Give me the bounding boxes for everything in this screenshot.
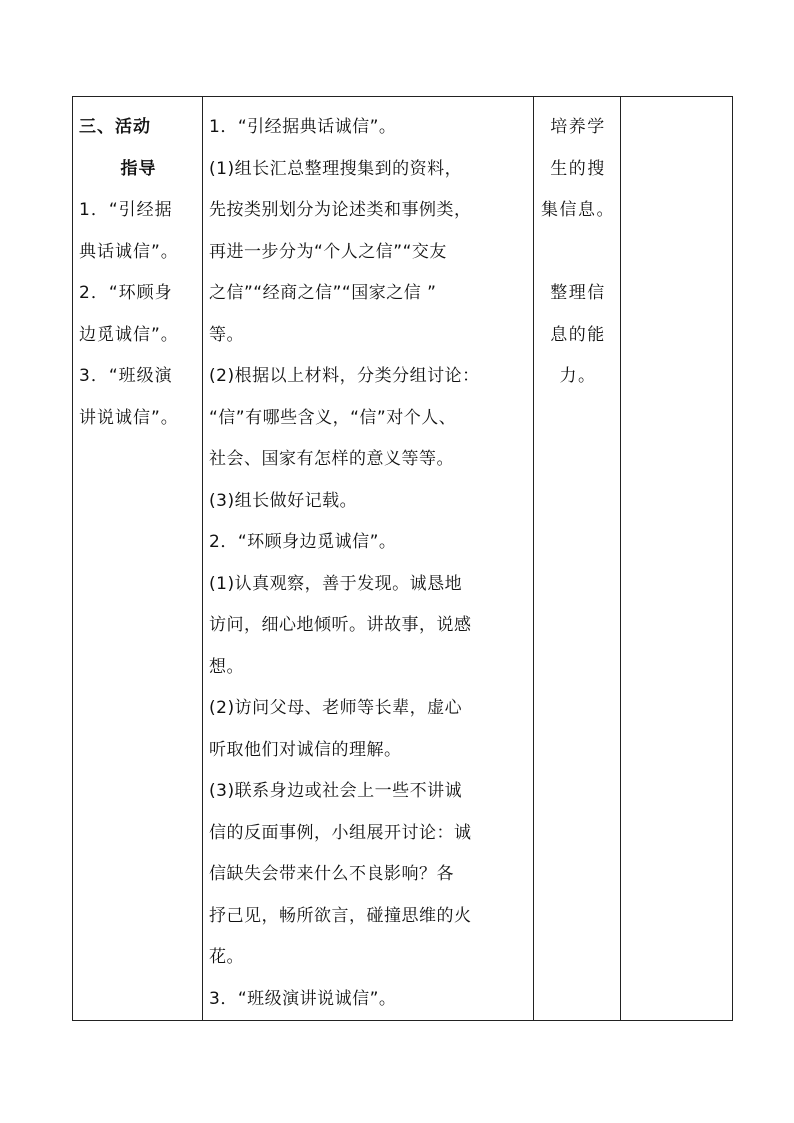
content-line: 想。 xyxy=(209,656,244,677)
design-intent-cell xyxy=(534,97,621,1021)
content-line: 再进一步分为“个人之信”“交友 xyxy=(209,241,447,262)
content-line: 信缺失会带来什么不良影响？各 xyxy=(209,864,454,884)
content-line: (2)根据以上材料，分类分组讨论： xyxy=(209,366,480,386)
activity-item-line: 边觅诚信”。 xyxy=(79,324,179,345)
content-line: “信”有哪些含义，“信”对个人、 xyxy=(209,407,457,428)
content-line: 社会、国家有怎样的意义等等。 xyxy=(209,449,454,469)
content-line: 1．“引经据典话诚信”。 xyxy=(209,117,397,137)
activity-item-line: 3．“班级演 xyxy=(79,366,173,386)
content-line: 之信”“经商之信”“国家之信 ” xyxy=(209,283,437,303)
activity-item-line: 讲说诚信”。 xyxy=(79,407,179,428)
content-line: 抒己见，畅所欲言，碰撞思维的火 xyxy=(209,905,472,926)
empty-cell xyxy=(621,97,733,1021)
content-line: (1)组长汇总整理搜集到的资料， xyxy=(209,158,463,179)
content-line: 花。 xyxy=(209,947,244,967)
content-line: 先按类别划分为论述类和事例类， xyxy=(209,200,472,220)
activity-item-line: 2．“环顾身 xyxy=(79,283,173,303)
document-table xyxy=(72,96,733,1021)
section-heading: 三、活动 xyxy=(79,117,151,137)
content-line: 访问，细心地倾听。讲故事，说感 xyxy=(209,615,472,635)
activity-item-line: 典话诚信”。 xyxy=(79,241,179,262)
section-heading-cont: 指导 xyxy=(120,158,157,179)
content-line: (3)组长做好记载。 xyxy=(209,490,358,511)
content-line: 2．“环顾身边觅诚信”。 xyxy=(209,532,397,552)
activity-title-cell xyxy=(73,97,203,1021)
intent-line: 力。 xyxy=(559,366,597,386)
content-line: (3)联系身边或社会上一些不讲诚 xyxy=(209,781,463,801)
table-row xyxy=(73,97,733,1021)
content-line: (1)认真观察，善于发现。诚恳地 xyxy=(209,573,463,594)
content-line: 等。 xyxy=(209,324,244,345)
content-line: 听取他们对诚信的理解。 xyxy=(209,739,402,760)
intent-line: 培养学 xyxy=(550,117,606,137)
intent-line: 整理信 xyxy=(550,283,606,303)
activity-item-line: 1．“引经据 xyxy=(79,200,173,220)
intent-line: 生的搜 xyxy=(550,158,606,179)
intent-line: 集信息。 xyxy=(541,200,615,220)
spacer xyxy=(540,232,616,274)
content-line: 3．“班级演讲说诚信”。 xyxy=(209,988,397,1009)
activity-content-cell xyxy=(203,97,534,1021)
content-line: (2)访问父母、老师等长辈，虚心 xyxy=(209,698,463,718)
intent-line: 息的能 xyxy=(550,324,606,345)
content-line: 信的反面事例，小组展开讨论：诚 xyxy=(209,822,472,843)
